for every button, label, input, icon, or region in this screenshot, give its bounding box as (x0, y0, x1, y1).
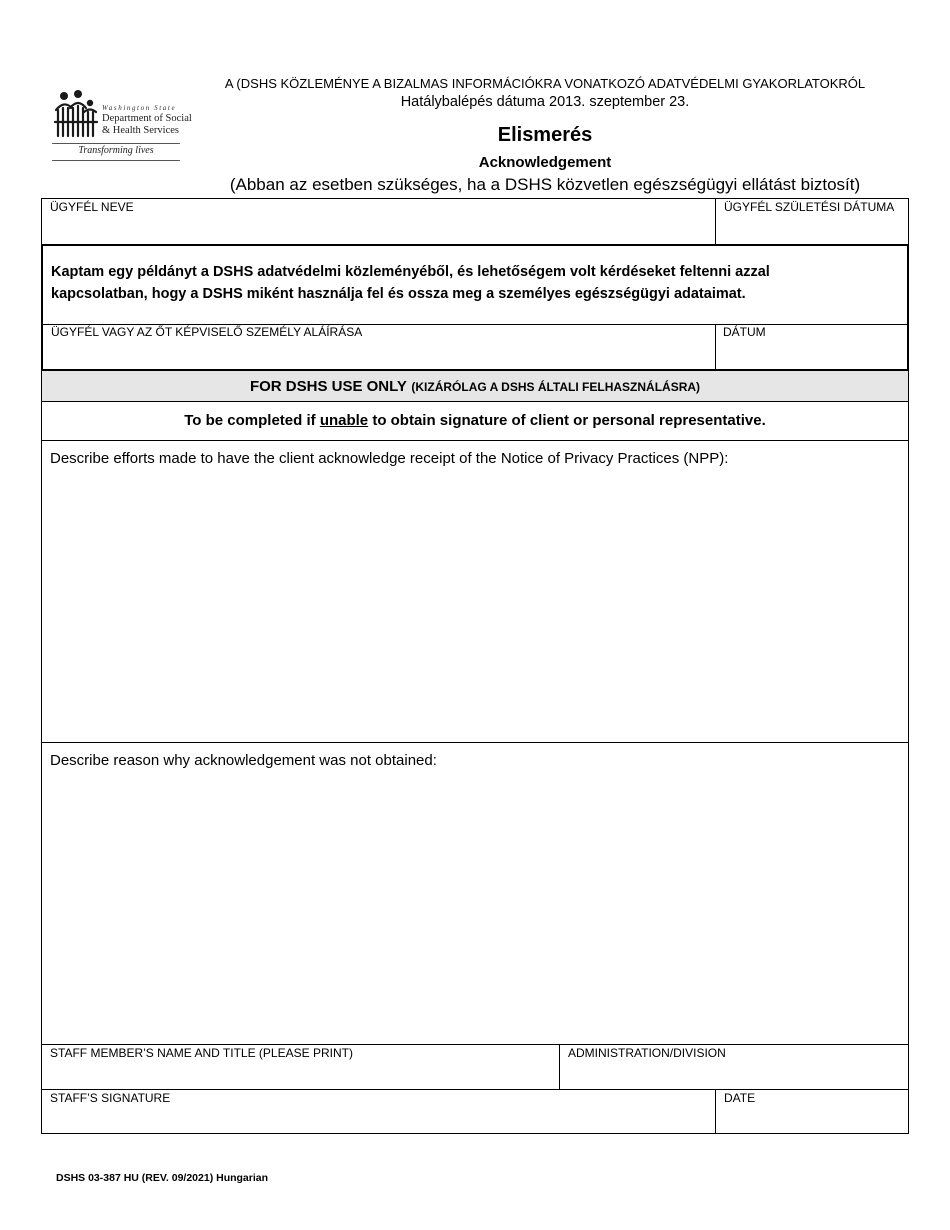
logo-department-text (102, 113, 192, 136)
staff-signature-field[interactable] (41, 1089, 716, 1134)
efforts-description-field[interactable] (41, 440, 909, 743)
client-signature-label: ÜGYFÉL VAGY AZ ŐT KÉPVISELŐ SZEMÉLY ALÁÍRÁSA (51, 325, 363, 339)
staff-date-label: DATE (724, 1091, 756, 1105)
client-birthdate-field[interactable] (715, 198, 909, 245)
client-birthdate-label: ÜGYFÉL SZÜLETÉSI DÁTUMA (724, 200, 895, 214)
client-name-field[interactable] (41, 198, 716, 245)
staff-signature-label: STAFF’S SIGNATURE (50, 1091, 171, 1105)
staff-name-field[interactable] (41, 1044, 560, 1090)
reason-description-label: Describe reason why acknowledgement was not obtained: (50, 752, 437, 769)
effective-date: Hatálybalépés dátuma 2013. szeptember 23. (400, 94, 690, 110)
efforts-description-label: Describe efforts made to have the client acknowledge receipt of the Notice of Privacy Practices (NPP): (50, 450, 729, 467)
logo-divider-bottom (52, 160, 180, 161)
logo-department-line1: Department of Social (102, 113, 192, 124)
administration-division-label: ADMINISTRATION/DIVISION (568, 1046, 726, 1060)
form-id-footer: DSHS 03-387 HU (REV. 09/2021) Hungarian (56, 1172, 269, 1184)
page-title: Elismerés (497, 124, 593, 146)
client-date-field[interactable] (715, 324, 909, 370)
page-note: (Abban az esetben szükséges, ha a DSHS közvetlen egészségügyi ellátást biztosít) (229, 175, 861, 194)
dshs-logo (52, 90, 192, 162)
statement-line-2: kapcsolatban, hogy a DSHS miként használja fel és ossza meg a személyes egészségügyi adataimat. (51, 286, 746, 302)
client-date-label: DÁTUM (723, 325, 766, 339)
instruction-underlined: unable (319, 412, 369, 429)
instruction-suffix: to obtain signature of client or personal representative. (368, 412, 766, 429)
client-name-label: ÜGYFÉL NEVE (50, 200, 134, 214)
logo-department-line2: & Health Services (102, 124, 179, 136)
staff-date-field[interactable] (715, 1089, 909, 1134)
dshs-instruction (41, 401, 909, 441)
dshs-use-only-heading-hu: (KIZÁRÓLAG A DSHS ÁLTALI FELHASZNÁLÁSRA) (411, 380, 701, 394)
reason-description-field[interactable] (41, 742, 909, 1045)
logo-tagline: Transforming lives (78, 145, 154, 156)
dshs-family-icon (52, 90, 100, 140)
statement-line-1: Kaptam egy példányt a DSHS adatvédelmi közleményéből, és lehetőségem volt kérdéseket feltenni azzal (51, 264, 770, 280)
staff-name-label: STAFF MEMBER’S NAME AND TITLE (PLEASE PRINT) (50, 1046, 353, 1060)
acknowledgement-statement (51, 261, 901, 305)
instruction-prefix: To be completed if (184, 412, 320, 429)
dshs-use-only-header (41, 370, 909, 402)
logo-state-text: Washington State (102, 104, 177, 112)
dshs-use-only-heading: FOR DSHS USE ONLY (249, 378, 407, 395)
page-subtitle: Acknowledgement (478, 154, 612, 171)
client-signature-field[interactable] (41, 324, 715, 370)
notice-title: A (DSHS KÖZLEMÉNYE A BIZALMAS INFORMÁCIÓKRA VONATKOZÓ ADATVÉDELMI GYAKORLATOKRÓL (224, 76, 866, 91)
administration-division-field[interactable] (559, 1044, 909, 1090)
logo-divider (52, 143, 180, 144)
